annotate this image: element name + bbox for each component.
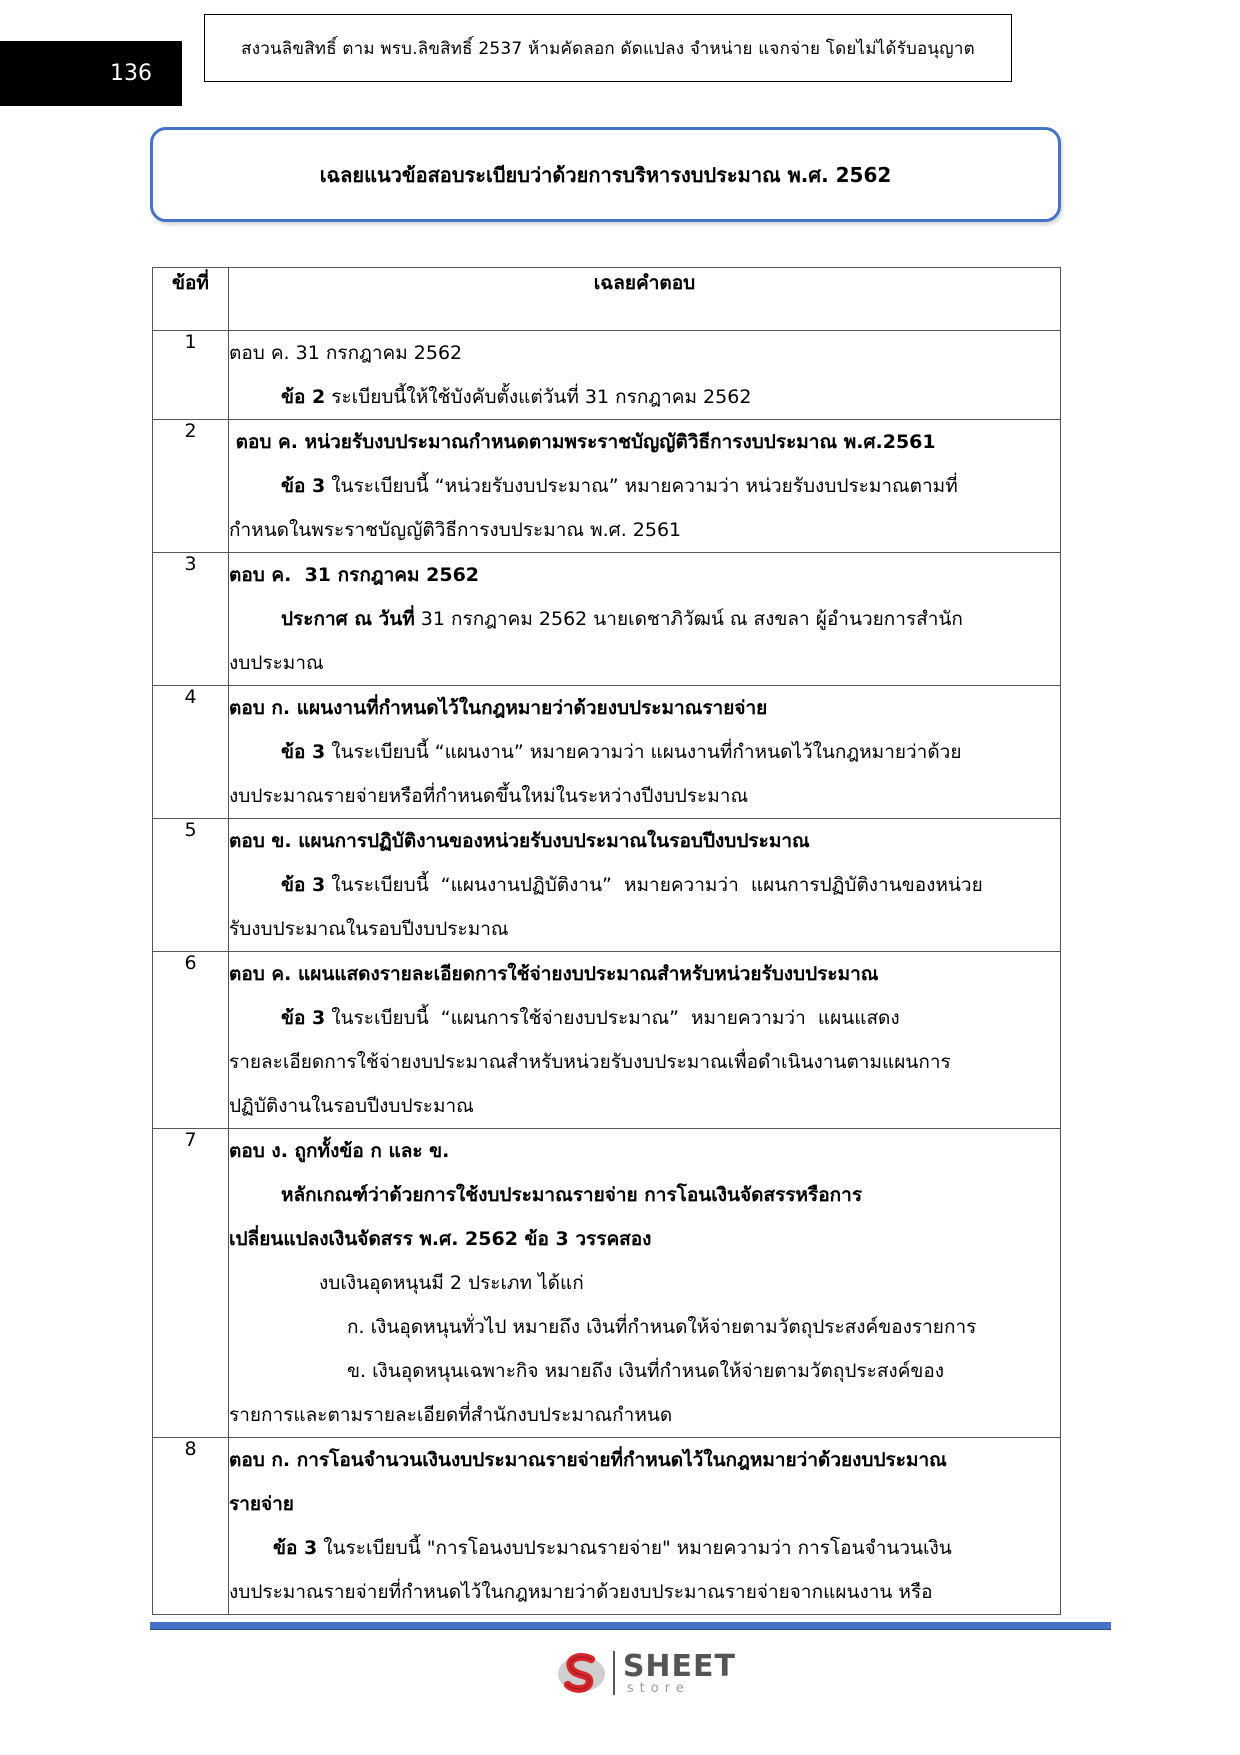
answer-table: [152, 267, 1061, 1615]
row-number: 5: [153, 819, 229, 952]
row-number: 4: [153, 686, 229, 819]
copyright-notice: สงวนลิขสิทธิ์ ตาม พรบ.ลิขสิทธิ์ 2537 ห้ามคัดลอก ดัดแปลง จำหน่าย แจกจ่าย โดยไม่ได้รับอนุญาต: [204, 14, 1012, 82]
reference-line: [229, 996, 1060, 1040]
answer-cell: [229, 1129, 1061, 1438]
answer-line: ตอบ ง. ถูกทั้งข้อ ก และ ข.: [229, 1140, 450, 1162]
table-row: [153, 331, 1061, 420]
table-row: [153, 952, 1061, 1129]
footer-rule: [150, 1622, 1111, 1630]
logo-separator: [613, 1651, 615, 1695]
reference-label: ข้อ 2: [281, 386, 326, 408]
reference-label: ข้อ 3: [281, 874, 326, 896]
answer-cell: [229, 331, 1061, 420]
table-row: [153, 1438, 1061, 1615]
column-header-no: ข้อที่: [153, 268, 229, 331]
reference-continued: งบประมาณรายจ่ายที่กำหนดไว้ในกฎหมายว่าด้วยงบประมาณรายจ่ายจากแผนงาน หรือ: [229, 1581, 933, 1603]
reference-text: ระเบียบนี้ให้ใช้บังคับตั้งแต่วันที่ 31 กรกฎาคม 2562: [325, 386, 752, 408]
table-header-row: [153, 268, 1061, 331]
reference-label: ข้อ 3: [281, 475, 326, 497]
answer-line: ตอบ ค. 31 กรกฎาคม 2562: [229, 342, 463, 364]
reference-text: ในระเบียบนี้ "การโอนงบประมาณรายจ่าย" หมายความว่า การโอนจำนวนเงิน: [317, 1537, 952, 1559]
column-header-answer: เฉลยคำตอบ: [229, 268, 1061, 331]
reference-line: [229, 375, 1060, 419]
answer-cell: [229, 686, 1061, 819]
answer-line: ตอบ ก. แผนงานที่กำหนดไว้ในกฎหมายว่าด้วยงบประมาณรายจ่าย: [229, 697, 768, 719]
reference-label: ประกาศ ณ วันที่: [281, 608, 415, 630]
answer-line: ตอบ ข. แผนการปฏิบัติงานของหน่วยรับงบประมาณในรอบปีงบประมาณ: [229, 830, 810, 852]
reference-label: ข้อ 3: [273, 1537, 318, 1559]
reference-continued: งบประมาณรายจ่ายหรือที่กำหนดขึ้นใหม่ในระหว่างปีงบประมาณ: [229, 785, 749, 807]
answer-cell: [229, 420, 1061, 553]
reference-label: ข้อ 3: [281, 741, 326, 763]
answer-line: ตอบ ค. 31 กรกฎาคม 2562: [229, 564, 480, 586]
sheet-store-logo: [556, 1645, 736, 1701]
row-number: 2: [153, 420, 229, 553]
answer-continued: รายจ่าย: [229, 1493, 294, 1515]
row-number: 6: [153, 952, 229, 1129]
answer-cell: [229, 952, 1061, 1129]
reference-continued: รายละเอียดการใช้จ่ายงบประมาณสำหรับหน่วยรับงบประมาณเพื่อดำเนินงานตามแผนการ: [229, 1051, 951, 1073]
reference-text: ในระเบียบนี้ “แผนงานปฏิบัติงาน” หมายความว่า แผนการปฏิบัติงานของหน่วย: [325, 874, 983, 896]
table-row: [153, 553, 1061, 686]
sub-item-b-continued: รายการและตามรายละเอียดที่สำนักงบประมาณกำหนด: [229, 1404, 673, 1426]
table-row: [153, 1129, 1061, 1438]
answer-cell: [229, 553, 1061, 686]
reference-line: หลักเกณฑ์ว่าด้วยการใช้งบประมาณรายจ่าย การโอนเงินจัดสรรหรือการ: [281, 1184, 863, 1206]
logo-wordmark: SHEET: [622, 1648, 736, 1684]
reference-continued: กำหนดในพระราชบัญญัติวิธีการงบประมาณ พ.ศ. 2561: [229, 519, 682, 541]
answer-line: ตอบ ค. แผนแสดงรายละเอียดการใช้จ่ายงบประมาณสำหรับหน่วยรับงบประมาณ: [229, 963, 879, 985]
sheet-store-s-logo-icon: [556, 1647, 607, 1699]
row-number: 1: [153, 331, 229, 420]
table-row: [153, 819, 1061, 952]
sub-item-b: ข. เงินอุดหนุนเฉพาะกิจ หมายถึง เงินที่กำหนดให้จ่ายตามวัตถุประสงค์ของ: [347, 1360, 945, 1382]
answer-line: ตอบ ก. การโอนจำนวนเงินงบประมาณรายจ่ายที่กำหนดไว้ในกฎหมายว่าด้วยงบประมาณ: [229, 1449, 947, 1471]
reference-continued: เปลี่ยนแปลงเงินจัดสรร พ.ศ. 2562 ข้อ 3 วรรคสอง: [229, 1228, 652, 1250]
reference-line: [229, 464, 1060, 508]
reference-text: 31 กรกฎาคม 2562 นายเดชาภิวัฒน์ ณ สงขลา ผู้อำนวยการสำนัก: [414, 608, 963, 630]
sub-intro-line: งบเงินอุดหนุนมี 2 ประเภท ได้แก่: [319, 1272, 584, 1294]
reference-continued: ปฏิบัติงานในรอบปีงบประมาณ: [229, 1095, 474, 1117]
logo-subtext: store: [626, 1680, 690, 1696]
row-number: 3: [153, 553, 229, 686]
table-row: [153, 686, 1061, 819]
answer-cell: [229, 819, 1061, 952]
row-number: 7: [153, 1129, 229, 1438]
reference-line: [229, 730, 1060, 774]
reference-continued: งบประมาณ: [229, 652, 324, 674]
reference-line: [229, 863, 1060, 907]
table-row: [153, 420, 1061, 553]
answer-line: ตอบ ค. หน่วยรับงบประมาณกำหนดตามพระราชบัญญัติวิธีการงบประมาณ พ.ศ.2561: [229, 431, 936, 453]
reference-line: [229, 597, 1060, 641]
row-number: 8: [153, 1438, 229, 1615]
reference-continued: รับงบประมาณในรอบปีงบประมาณ: [229, 918, 509, 940]
reference-text: ในระเบียบนี้ “หน่วยรับงบประมาณ” หมายความว่า หน่วยรับงบประมาณตามที่: [325, 475, 958, 497]
reference-line: [229, 1526, 1060, 1570]
reference-text: ในระเบียบนี้ “แผนการใช้จ่ายงบประมาณ” หมายความว่า แผนแสดง: [325, 1007, 900, 1029]
reference-label: ข้อ 3: [281, 1007, 326, 1029]
page-number: 136: [0, 41, 182, 106]
page-title: เฉลยแนวข้อสอบระเบียบว่าด้วยการบริหารงบประมาณ พ.ศ. 2562: [150, 127, 1061, 222]
reference-text: ในระเบียบนี้ “แผนงาน” หมายความว่า แผนงานที่กำหนดไว้ในกฎหมายว่าด้วย: [325, 741, 962, 763]
sub-item-a: ก. เงินอุดหนุนทั่วไป หมายถึง เงินที่กำหนดให้จ่ายตามวัตถุประสงค์ของรายการ: [347, 1316, 977, 1338]
answer-cell: [229, 1438, 1061, 1615]
